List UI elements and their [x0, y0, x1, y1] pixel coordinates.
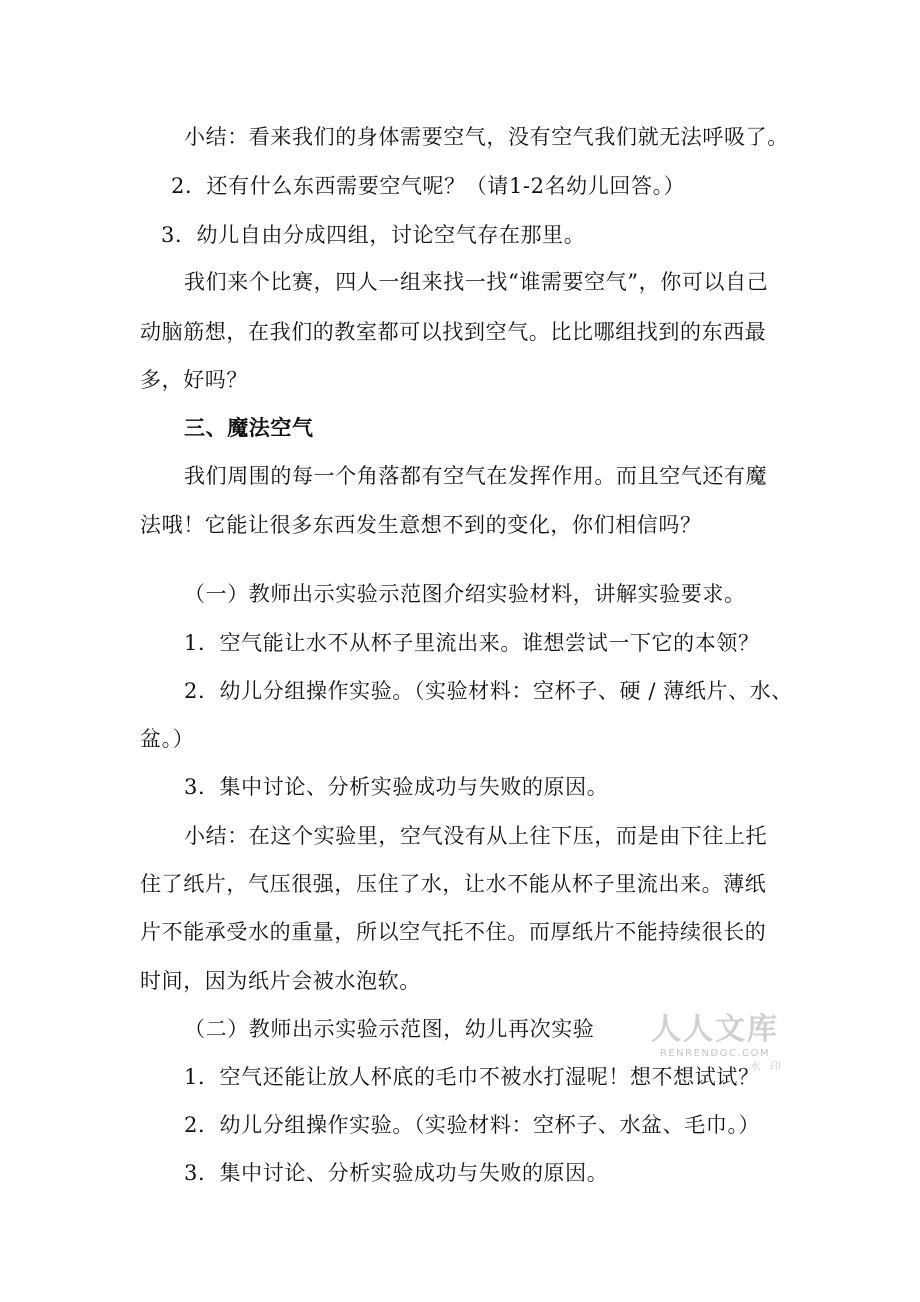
watermark-title: 人人文库 — [651, 1012, 779, 1047]
paragraph-summary-2-line-4: 时间，因为纸片会被水泡软。 — [140, 969, 421, 993]
paragraph-intro-line-1: 我们周围的每一个角落都有空气在发挥作用。而且空气还有魔 — [184, 464, 768, 488]
paragraph-summary-2-line-2: 住了纸片，气压很强，压住了水，让水不能从杯子里流出来。薄纸 — [140, 872, 767, 896]
paragraph-summary-2-line-1: 小结：在这个实验里，空气没有从上往下压，而是由下往上托 — [184, 824, 768, 848]
list-item-3: 3．幼儿自由分成四组，讨论空气存在那里。 — [161, 223, 586, 247]
watermark-site: RENRENDOC.COM — [659, 1048, 771, 1059]
section-heading-magic-air: 三、魔法空气 — [184, 415, 314, 440]
watermark-note: 水 印 — [749, 1060, 784, 1073]
list-item-3-b: 3．集中讨论、分析实验成功与失败的原因。 — [184, 1161, 609, 1185]
subsection-heading-1: （一）教师出示实验示范图介绍实验材料，讲解实验要求。 — [184, 582, 746, 606]
watermark-logo — [640, 1012, 790, 1074]
paragraph-summary-1: 小结：看来我们的身体需要空气，没有空气我们就无法呼吸了。 — [184, 125, 789, 149]
paragraph-contest-line-3: 多，好吗？ — [140, 368, 248, 392]
paragraph-contest-line-1: 我们来个比赛，四人一组来找一找“谁需要空气”，你可以自己 — [184, 270, 769, 294]
list-item-3-a: 3．集中讨论、分析实验成功与失败的原因。 — [184, 775, 609, 799]
paragraph-summary-2-line-3: 片不能承受水的重量，所以空气托不住。而厚纸片不能持续很长的 — [140, 920, 767, 944]
list-item-2-a: 2．幼儿分组操作实验。（实验材料：空杯子、硬 / 薄纸片、水、 — [184, 679, 793, 703]
subsection-heading-2: （二）教师出示实验示范图，幼儿再次实验 — [184, 1017, 595, 1041]
paragraph-contest-line-2: 动脑筋想，在我们的教室都可以找到空气。比比哪组找到的东西最 — [140, 320, 767, 344]
list-item-2-a-cont: 盆。） — [140, 727, 195, 751]
list-item-1-b: 1．空气还能让放人杯底的毛巾不被水打湿呢！想不想试试？ — [184, 1065, 760, 1089]
list-item-2-b: 2．幼儿分组操作实验。（实验材料：空杯子、水盆、毛巾。） — [184, 1113, 761, 1137]
list-item-2: 2．还有什么东西需要空气呢？（请1-2名幼儿回答。） — [171, 174, 686, 198]
list-item-1-a: 1．空气能让水不从杯子里流出来。谁想尝试一下它的本领？ — [184, 631, 760, 655]
paragraph-intro-line-2: 法哦！它能让很多东西发生意想不到的变化，你们相信吗？ — [140, 513, 702, 537]
